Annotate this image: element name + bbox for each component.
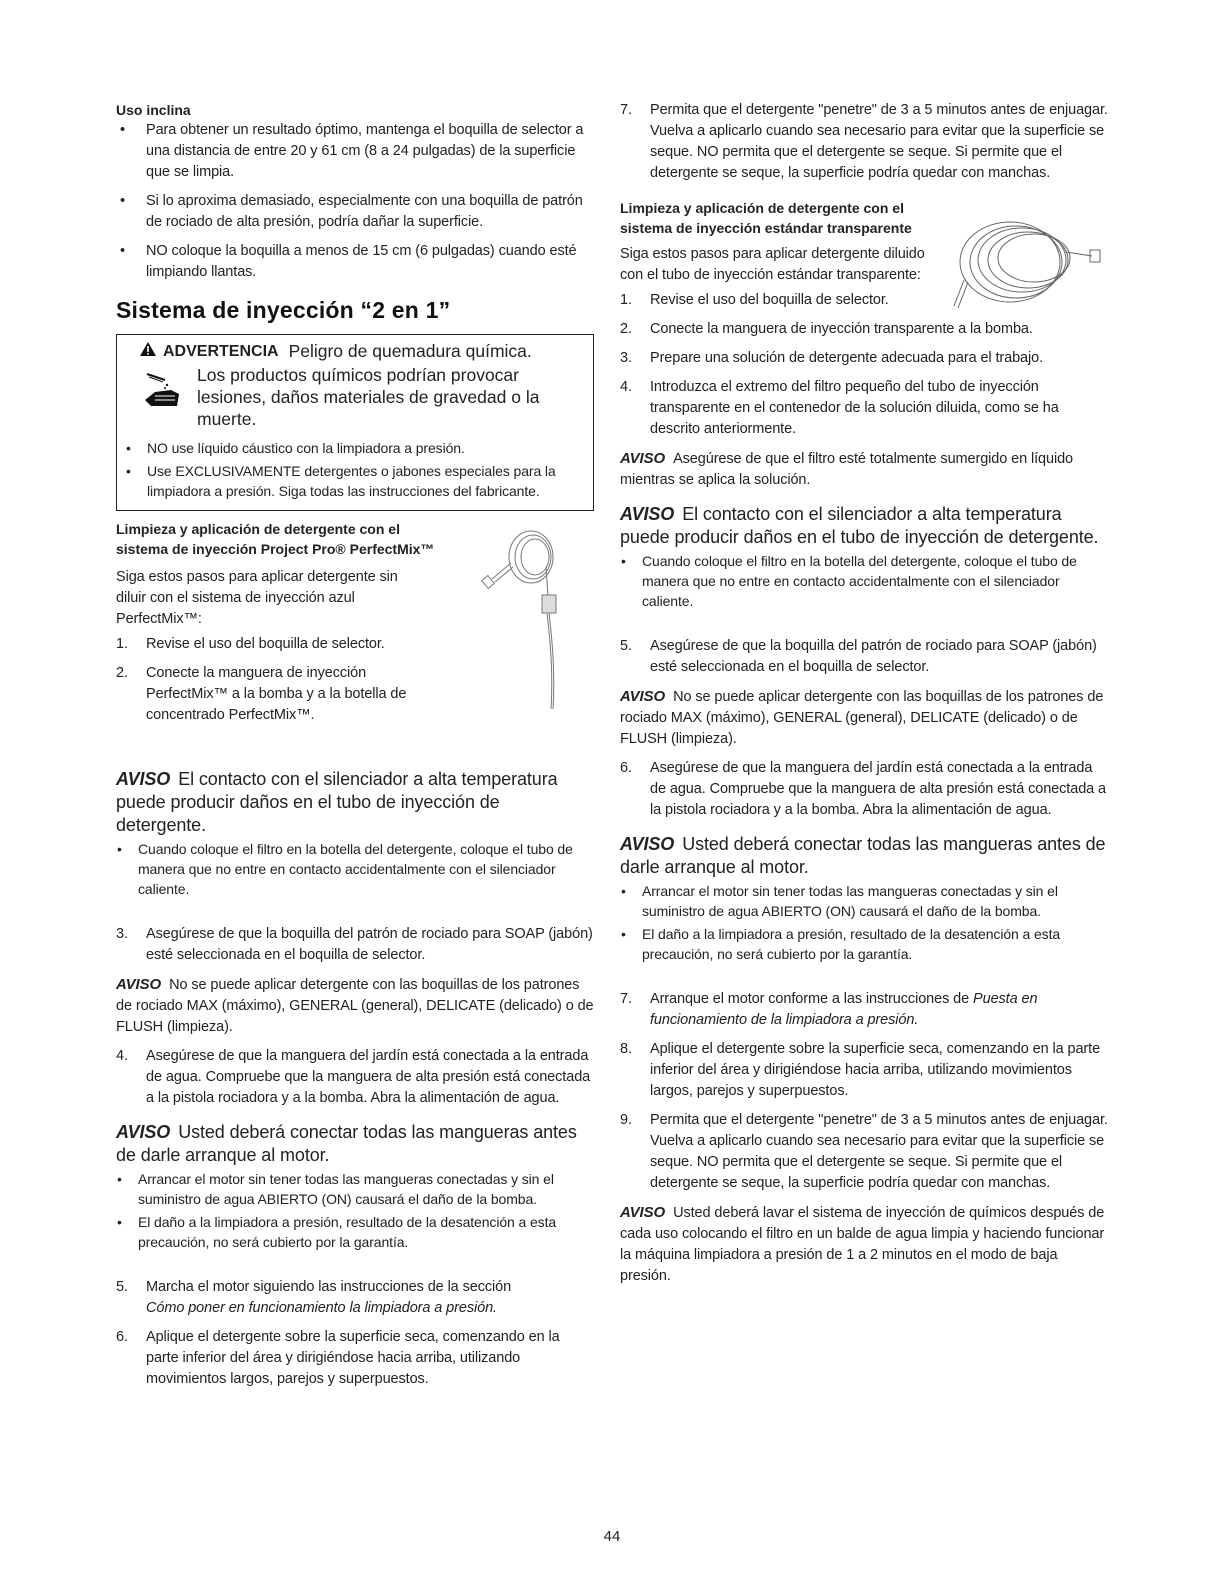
aviso-note: AVISO Asegúrese de que el filtro esté totalmente sumergido en líquido mientras se aplica la solución. [620, 450, 1074, 488]
step-item: 5. Asegúrese de que la boquilla del patrón de rociado para SOAP (jabón) esté seleccionada en el boquilla de selector. [620, 638, 1097, 675]
perfectmix-heading: Limpieza y aplicación de detergente con el sistema de inyección Project Pro® PerfectMix™ [116, 521, 435, 557]
list-item: • Si lo aproxima demasiado, especialmente con una boquilla de patrón de rociado de alta presión, podría dañar la superficie. [116, 191, 594, 233]
step-item: 2. Conecte la manguera de inyección PerfectMix™ a la bomba y a la botella de concentrado PerfectMix™. [116, 665, 407, 723]
step-item: 6. Asegúrese de que la manguera del jardín está conectada a la entrada de agua. Compruebe que la manguera de alta presión está conectada a la pistola rociadora y a la bomba. Abra la alimentación de agua. [620, 760, 1107, 818]
warning-triangle-icon [139, 341, 157, 362]
warning-bullet: • Use EXCLUSIVAMENTE detergentes o jabones especiales para la limpiadora a presión. Siga todas las instrucciones del fabricante. [125, 461, 583, 501]
aviso-note: AVISO Usted deberá lavar el sistema de inyección de químicos después de cada uso colocando el filtro en un balde de agua limpia y haciendo funcionar la máquina limpiadora a presión de 1 a 2 minutos en el modo de baja presión. [620, 1204, 1105, 1284]
section-reference: Puesta en funcionamiento de la limpiadora a presión. [650, 991, 1038, 1028]
step-item: 1. Revise el uso del boquilla de selector. [116, 636, 385, 652]
page-number: 44 [603, 1528, 621, 1545]
standard-injection-heading: Limpieza y aplicación de detergente con el sistema de inyección estándar transparente [620, 200, 912, 236]
step-item: 5. Marcha el motor siguiendo las instrucciones de la sección Cómo poner en funcionamiento la limpiadora a presión. [116, 1279, 512, 1316]
step-item: 2. Conecte la manguera de inyección transparente a la bomba. [620, 321, 1033, 337]
step-item: 4. Introduzca el extremo del filtro pequeño del tubo de inyección transparente en el contenedor de la solución diluida, como se ha descrito anteriormente. [620, 379, 1059, 437]
warning-title: ADVERTENCIA [163, 342, 279, 360]
chemical-burn-icon [125, 364, 197, 413]
step-item: 6. Aplique el detergente sobre la superficie seca, comenzando en la parte inferior del área y dirigiéndose hacia arriba, utilizando movimientos largos, parejos y superpuestos. [116, 1329, 560, 1387]
step-item: 9. Permita que el detergente "penetre" de 3 a 5 minutos antes de enjuagar. Vuelva a aplicarlo cuando sea necesario para evitar que la superficie se seque. NO permita que el detergente se seque. Si permite que el detergente se seque, la superficie podría quedar con manchas. [620, 1112, 1108, 1191]
aviso-note: AVISO Usted deberá conectar todas las mangueras antes de darle arranque al motor. [620, 834, 1106, 877]
uso-inclina-heading: Uso inclina [116, 102, 191, 118]
list-item: • Para obtener un resultado óptimo, mantenga el boquilla de selector a una distancia de entre 20 y 61 cm (8 a 24 pulgadas) de la superficie que se limpia. [116, 120, 594, 183]
warning-bullet: • NO use líquido cáustico con la limpiadora a presión. [125, 438, 583, 458]
left-column [116, 100, 594, 1398]
section-title: Sistema de inyección “2 en 1” [116, 297, 451, 323]
aviso-bullet: • Cuando coloque el filtro en la botella del detergente, coloque el tubo de manera que no entre en contacto accidentalmente con el silenciador caliente. [116, 839, 594, 899]
step-item: 4. Asegúrese de que la manguera del jardín está conectada a la entrada de agua. Compruebe que la manguera de alta presión está conectada a la pistola rociadora y a la bomba. Abra la alimentación de agua. [116, 1048, 591, 1106]
list-item: • NO coloque la boquilla a menos de 15 cm (6 pulgadas) cuando esté limpiando llantas. [116, 241, 594, 283]
step-item: 1. Revise el uso del boquilla de selector. [620, 292, 889, 308]
aviso-note: AVISO El contacto con el silenciador a alta temperatura puede producir daños en el tubo de inyección de detergente. [116, 769, 558, 835]
clear-hose-illustration [946, 210, 1106, 325]
warning-box [116, 334, 594, 511]
aviso-note: AVISO El contacto con el silenciador a alta temperatura puede producir daños en el tubo de inyección de detergente. [620, 504, 1099, 547]
perfectmix-hose-illustration [456, 527, 576, 732]
aviso-bullet: • El daño a la limpiadora a presión, resultado de la desatención a esta precaución, no será cubierto por la garantía. [116, 1212, 594, 1252]
aviso-bullet: • Arrancar el motor sin tener todas las mangueras conectadas y sin el suministro de agua ABIERTO (ON) causará el daño de la bomba. [620, 881, 1110, 921]
aviso-bullet: • Cuando coloque el filtro en la botella del detergente, coloque el tubo de manera que no entre en contacto accidentalmente con el silenciador caliente. [620, 551, 1110, 611]
step-item: 3. Prepare una solución de detergente adecuada para el trabajo. [620, 350, 1044, 366]
aviso-note: AVISO No se puede aplicar detergente con las boquillas de los patrones de rociado MAX (máximo), GENERAL (general), DELICATE (delicado) o de FLUSH (limpieza). [620, 688, 1104, 747]
step-item: 7. Arranque el motor conforme a las instrucciones de Puesta en funcionamiento de la limpiadora a presión. [620, 991, 1038, 1028]
aviso-note: AVISO No se puede aplicar detergente con las boquillas de los patrones de rociado MAX (máximo), GENERAL (general), DELICATE (delicado) o de FLUSH (limpieza). [116, 976, 594, 1035]
aviso-bullet: • Arrancar el motor sin tener todas las mangueras conectadas y sin el suministro de agua ABIERTO (ON) causará el daño de la bomba. [116, 1169, 594, 1209]
perfectmix-intro: Siga estos pasos para aplicar detergente sin diluir con el sistema de inyección azul PerfectMix™: [116, 569, 398, 627]
section-reference: Cómo poner en funcionamiento la limpiadora a presión. [146, 1300, 497, 1316]
warning-line2: Los productos químicos podrían provocar lesiones, daños materiales de gravedad o la muerte. [197, 365, 540, 429]
step-item: 8. Aplique el detergente sobre la superficie seca, comenzando en la parte inferior del área y dirigiéndose hacia arriba, utilizando movimientos largos, parejos y superpuestos. [620, 1041, 1101, 1099]
warning-line1: Peligro de quemadura química. [288, 341, 532, 361]
standard-injection-intro: Siga estos pasos para aplicar detergente diluido con el tubo de inyección estándar transparente: [620, 246, 925, 283]
aviso-note: AVISO Usted deberá conectar todas las mangueras antes de darle arranque al motor. [116, 1122, 577, 1165]
step-item: 7. Permita que el detergente "penetre" de 3 a 5 minutos antes de enjuagar. Vuelva a aplicarlo cuando sea necesario para evitar que la superficie se seque. NO permita que el detergente se seque. Si permite que el detergente se seque, la superficie podría quedar con manchas. [620, 102, 1108, 181]
aviso-bullet: • El daño a la limpiadora a presión, resultado de la desatención a esta precaución, no será cubierto por la garantía. [620, 924, 1110, 964]
step-item: 3. Asegúrese de que la boquilla del patrón de rociado para SOAP (jabón) esté seleccionada en el boquilla de selector. [116, 926, 593, 963]
right-column [620, 100, 1110, 1295]
